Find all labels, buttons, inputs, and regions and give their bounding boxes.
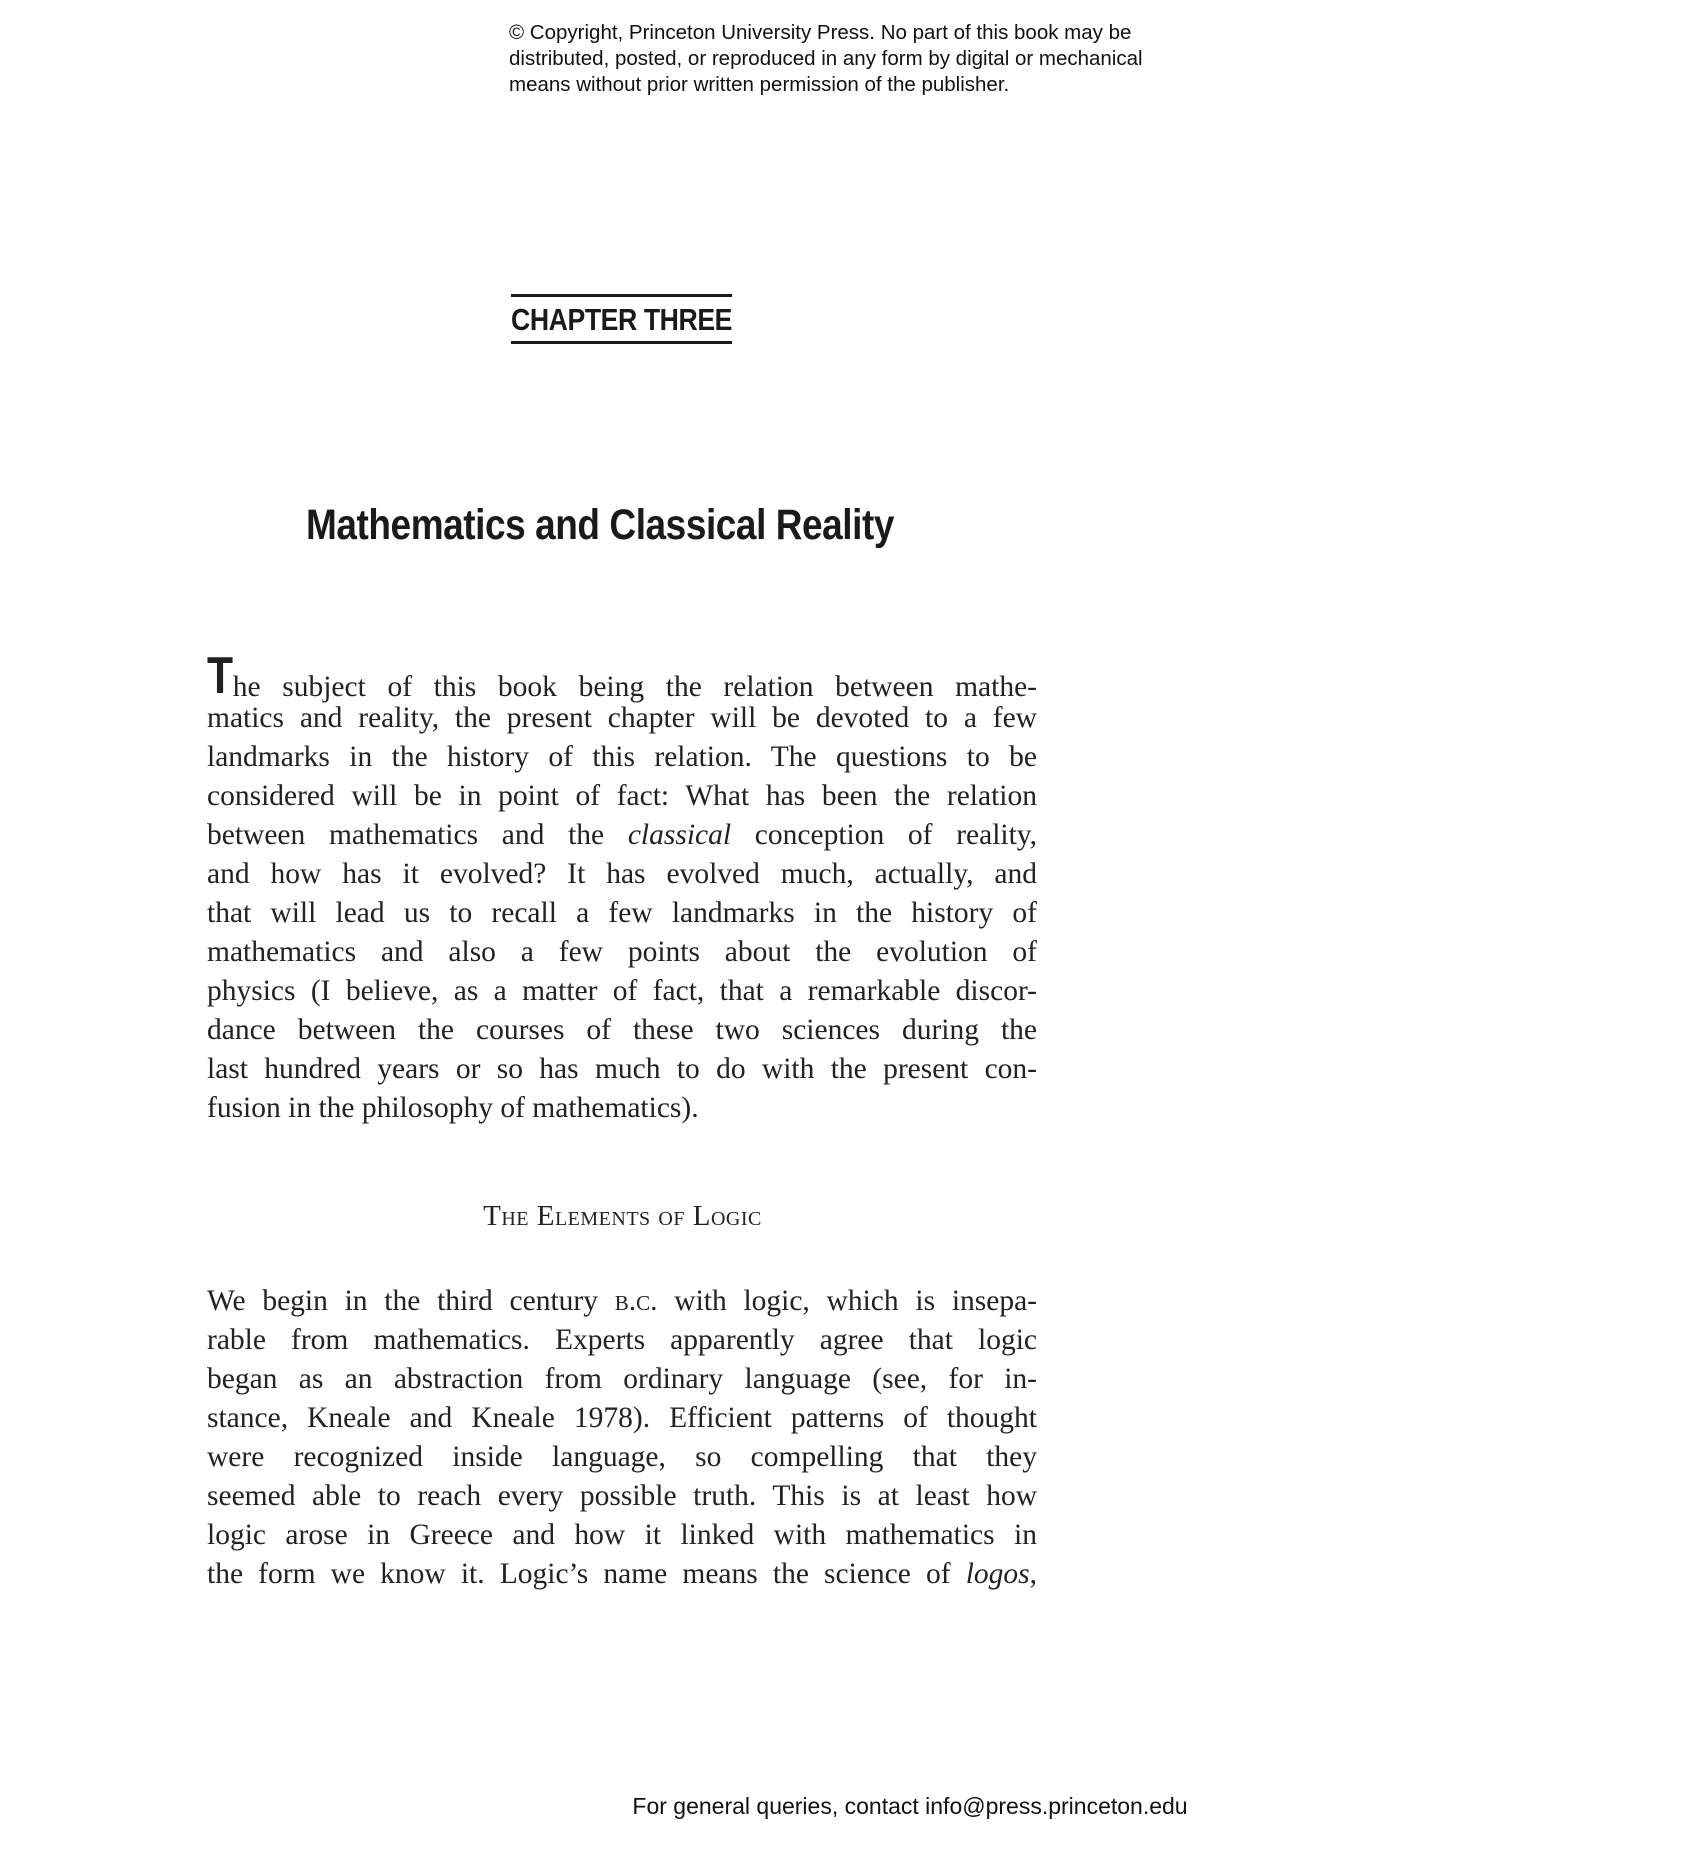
copyright-line: distributed, posted, or reproduced in any form by digital or mechanical — [509, 47, 1143, 70]
line-text: We begin in the third century — [207, 1285, 615, 1317]
line-text: the form we know it. Logic’s name means the science of — [207, 1558, 966, 1590]
paragraph-line: seemed able to reach every possible truth. This is at least how — [207, 1480, 1037, 1512]
section-paragraph — [207, 1282, 1037, 1594]
copyright-line: © Copyright, Princeton University Press. No part of this book may be — [509, 21, 1132, 44]
paragraph-line — [207, 1555, 1037, 1594]
paragraph-line: stance, Kneale and Kneale 1978). Efficient patterns of thought — [207, 1402, 1037, 1434]
paragraph-line: landmarks in the history of this relation. The questions to be — [207, 741, 1037, 773]
paragraph-line: rable from mathematics. Experts apparently agree that logic — [207, 1324, 1037, 1356]
paragraph-line: considered will be in point of fact: What has been the relation — [207, 780, 1037, 812]
paragraph-line: last hundred years or so has much to do with the present con- — [207, 1053, 1037, 1085]
line-text: with logic, which is insepa- — [657, 1285, 1038, 1317]
paragraph-line: and how has it evolved? It has evolved much, actually, and — [207, 858, 1037, 890]
chapter-label: CHAPTER THREE — [511, 294, 732, 344]
line-text: between mathematics and the — [207, 819, 628, 851]
line-text: he subject of this book being the relation between mathe- — [232, 671, 1037, 703]
footer-contact: For general queries, contact info@press.princeton.edu — [632, 1793, 1188, 1819]
paragraph-line: logic arose in Greece and how it linked with mathematics in — [207, 1519, 1037, 1551]
italic-term: logos — [965, 1558, 1030, 1590]
chapter-title: Mathematics and Classical Reality — [306, 501, 895, 549]
paragraph-line: physics (I believe, as a matter of fact, that a remarkable discor- — [207, 975, 1037, 1007]
copyright-notice — [509, 20, 1209, 98]
paragraph-line — [207, 647, 1037, 705]
drop-cap: T — [207, 647, 234, 705]
italic-term: classical — [627, 819, 732, 851]
paragraph-line: were recognized inside language, so compelling that they — [207, 1441, 1037, 1473]
line-text: , — [1029, 1558, 1037, 1590]
paragraph-line: mathematics and also a few points about the evolution of — [207, 936, 1037, 968]
paragraph-line: fusion in the philosophy of mathematics). — [207, 1092, 699, 1124]
paragraph-line: dance between the courses of these two sciences during the — [207, 1014, 1037, 1046]
line-text: conception of reality, — [731, 819, 1037, 851]
paragraph-line: that will lead us to recall a few landmarks in the history of — [207, 897, 1037, 929]
paragraph-line — [207, 816, 1037, 855]
small-caps-term: b.c. — [614, 1285, 658, 1317]
copyright-line: means without prior written permission of the publisher. — [509, 73, 1010, 96]
paragraph-line — [207, 1282, 1037, 1321]
paragraph-line: matics and reality, the present chapter will be devoted to a few — [207, 702, 1037, 734]
intro-paragraph — [207, 647, 1037, 1128]
section-heading: The Elements of Logic — [483, 1200, 762, 1232]
paragraph-line: began as an abstraction from ordinary language (see, for in- — [207, 1363, 1037, 1395]
